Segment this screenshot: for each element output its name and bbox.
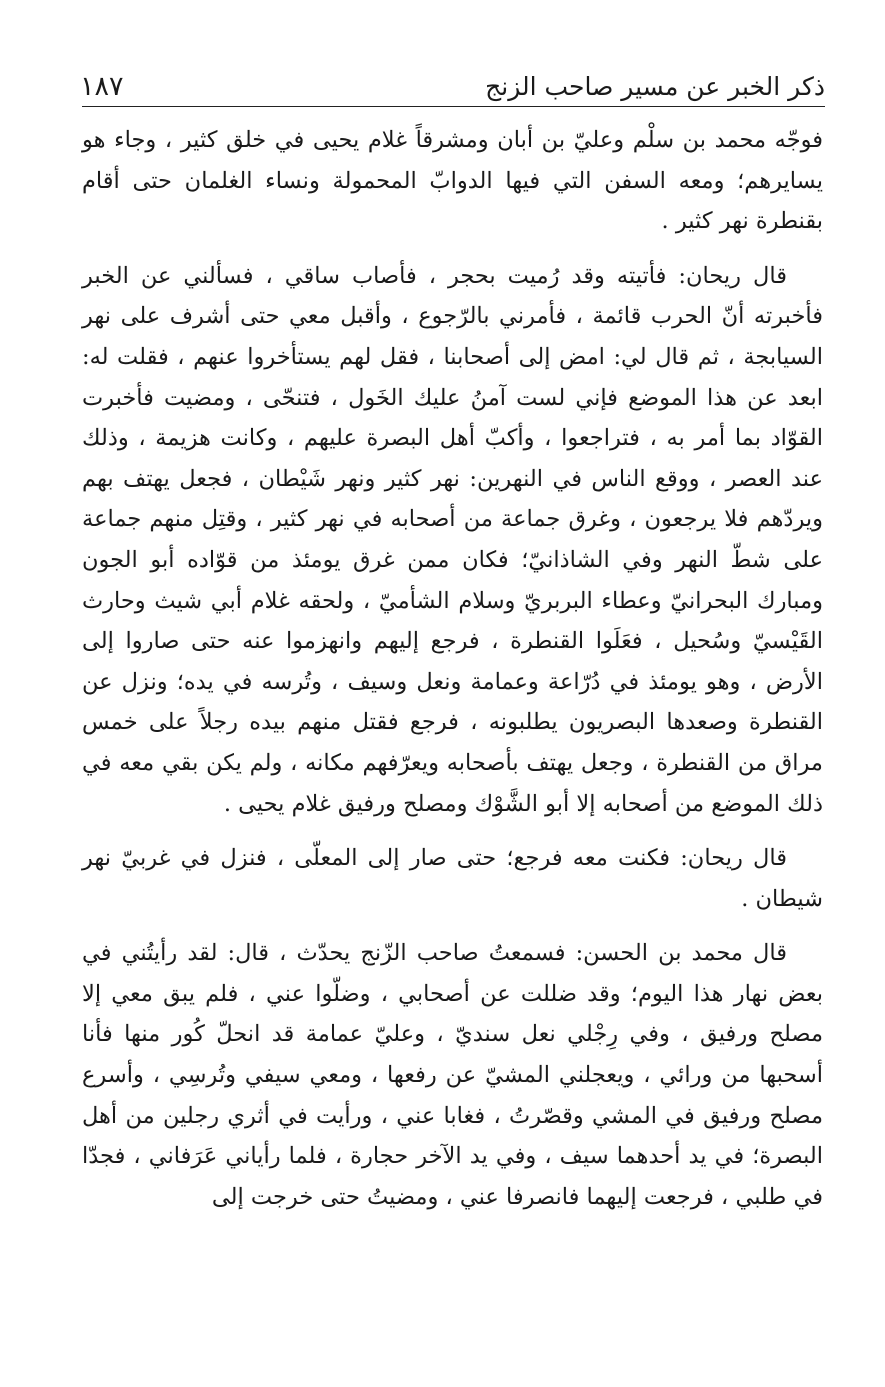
running-title: ذكر الخبر عن مسير صاحب الزنج [485,72,825,101]
running-head [80,58,825,102]
paragraph: قال محمد بن الحسن: فسمعتُ صاحب الزّنج يحدّث ، قال: لقد رأيتُني في بعض نهار هذا اليوم؛ وقد ضللت عن أصحابي ، وضلّوا عني ، فلم يبق معي إلا مصلح ورفيق ، وفي رِجْلي نعل سنديّ ، وعليّ عمامة قد انحلّ كُور منها فأنا أسحبها من ورائي ، ويعجلني المشيّ عن رفعها ، ومعي سيفي وتُرسِي ، وأسرع مصلح ورفيق في المشي وقصّرتُ ، فغابا عني ، ورأيت في أثري رجلين من أهل البصرة؛ في يد أحدهما سيف ، وفي يد الآخر حجارة ، فلما رأياني عَرَفاني ، فجدّا في طلبي ، فرجعت إليهما فانصرفا عني ، ومضيتُ حتى خرجت إلى [82,940,823,1210]
page-number: ١٨٧ [80,71,124,102]
paragraph: قال ريحان: فكنت معه فرجع؛ حتى صار إلى المعلّى ، فنزل في غربيّ نهر شيطان . [82,845,823,912]
body-text [82,120,823,1231]
paragraph: فوجّه محمد بن سلْم وعليّ بن أبان ومشرقاً غلام يحيى في خلق كثير ، وجاء هو يسايرهم؛ ومعه السفن التي فيها الدوابّ المحمولة ونساء الغلمان حتى أقام بقنطرة نهر كثير . [82,127,823,235]
header-rule [82,106,825,107]
paragraph: قال ريحان: فأتيته وقد رُميت بحجر ، فأصاب ساقي ، فسألني عن الخبر فأخبرته أنّ الحرب قائمة ، فأمرني بالرّجوع ، وأقبل معي حتى أشرف على نهر السيابجة ، ثم قال لي: امض إلى أصحابنا ، فقل لهم يستأخروا عنهم ، فقلت له: ابعد عن هذا الموضع فإني لست آمنُ عليك الخَول ، فتنحّى ، ومضيت فأخبرت القوّاد بما أمر به ، فتراجعوا ، وأكبّ أهل البصرة عليهم ، وكانت هزيمة ، وذلك عند العصر ، ووقع الناس في النهرين: نهر كثير ونهر شَيْطان ، فجعل يهتف بهم ويردّهم فلا يرجعون ، وغرق جماعة من أصحابه في نهر كثير ، وقتِل منهم جماعة على شطّ النهر وفي الشاذانيّ؛ فكان ممن غرق يومئذ من قوّاده أبو الجون ومبارك البحرانيّ وعطاء البربريّ وسلام الشأميّ ، ولحقه غلام أبي شيث وحارث القَيْسيّ وسُحيل ، فعَلَوا القنطرة ، فرجع إليهم وانهزموا عنه حتى صاروا إلى الأرض ، وهو يومئذ في دُرّاعة وعمامة ونعل وسيف ، وتُرسه في يده؛ ونزل عن القنطرة وصعدها البصريون يطلبونه ، فرجع فقتل منهم بيده رجلاً على خمس مراق من القنطرة ، وجعل يهتف بأصحابه ويعرّفهم مكانه ، ولم يكن بقي معه في ذلك الموضع من أصحابه إلا أبو الشَّوْك ومصلح ورفيق غلام يحيى . [82,262,823,817]
